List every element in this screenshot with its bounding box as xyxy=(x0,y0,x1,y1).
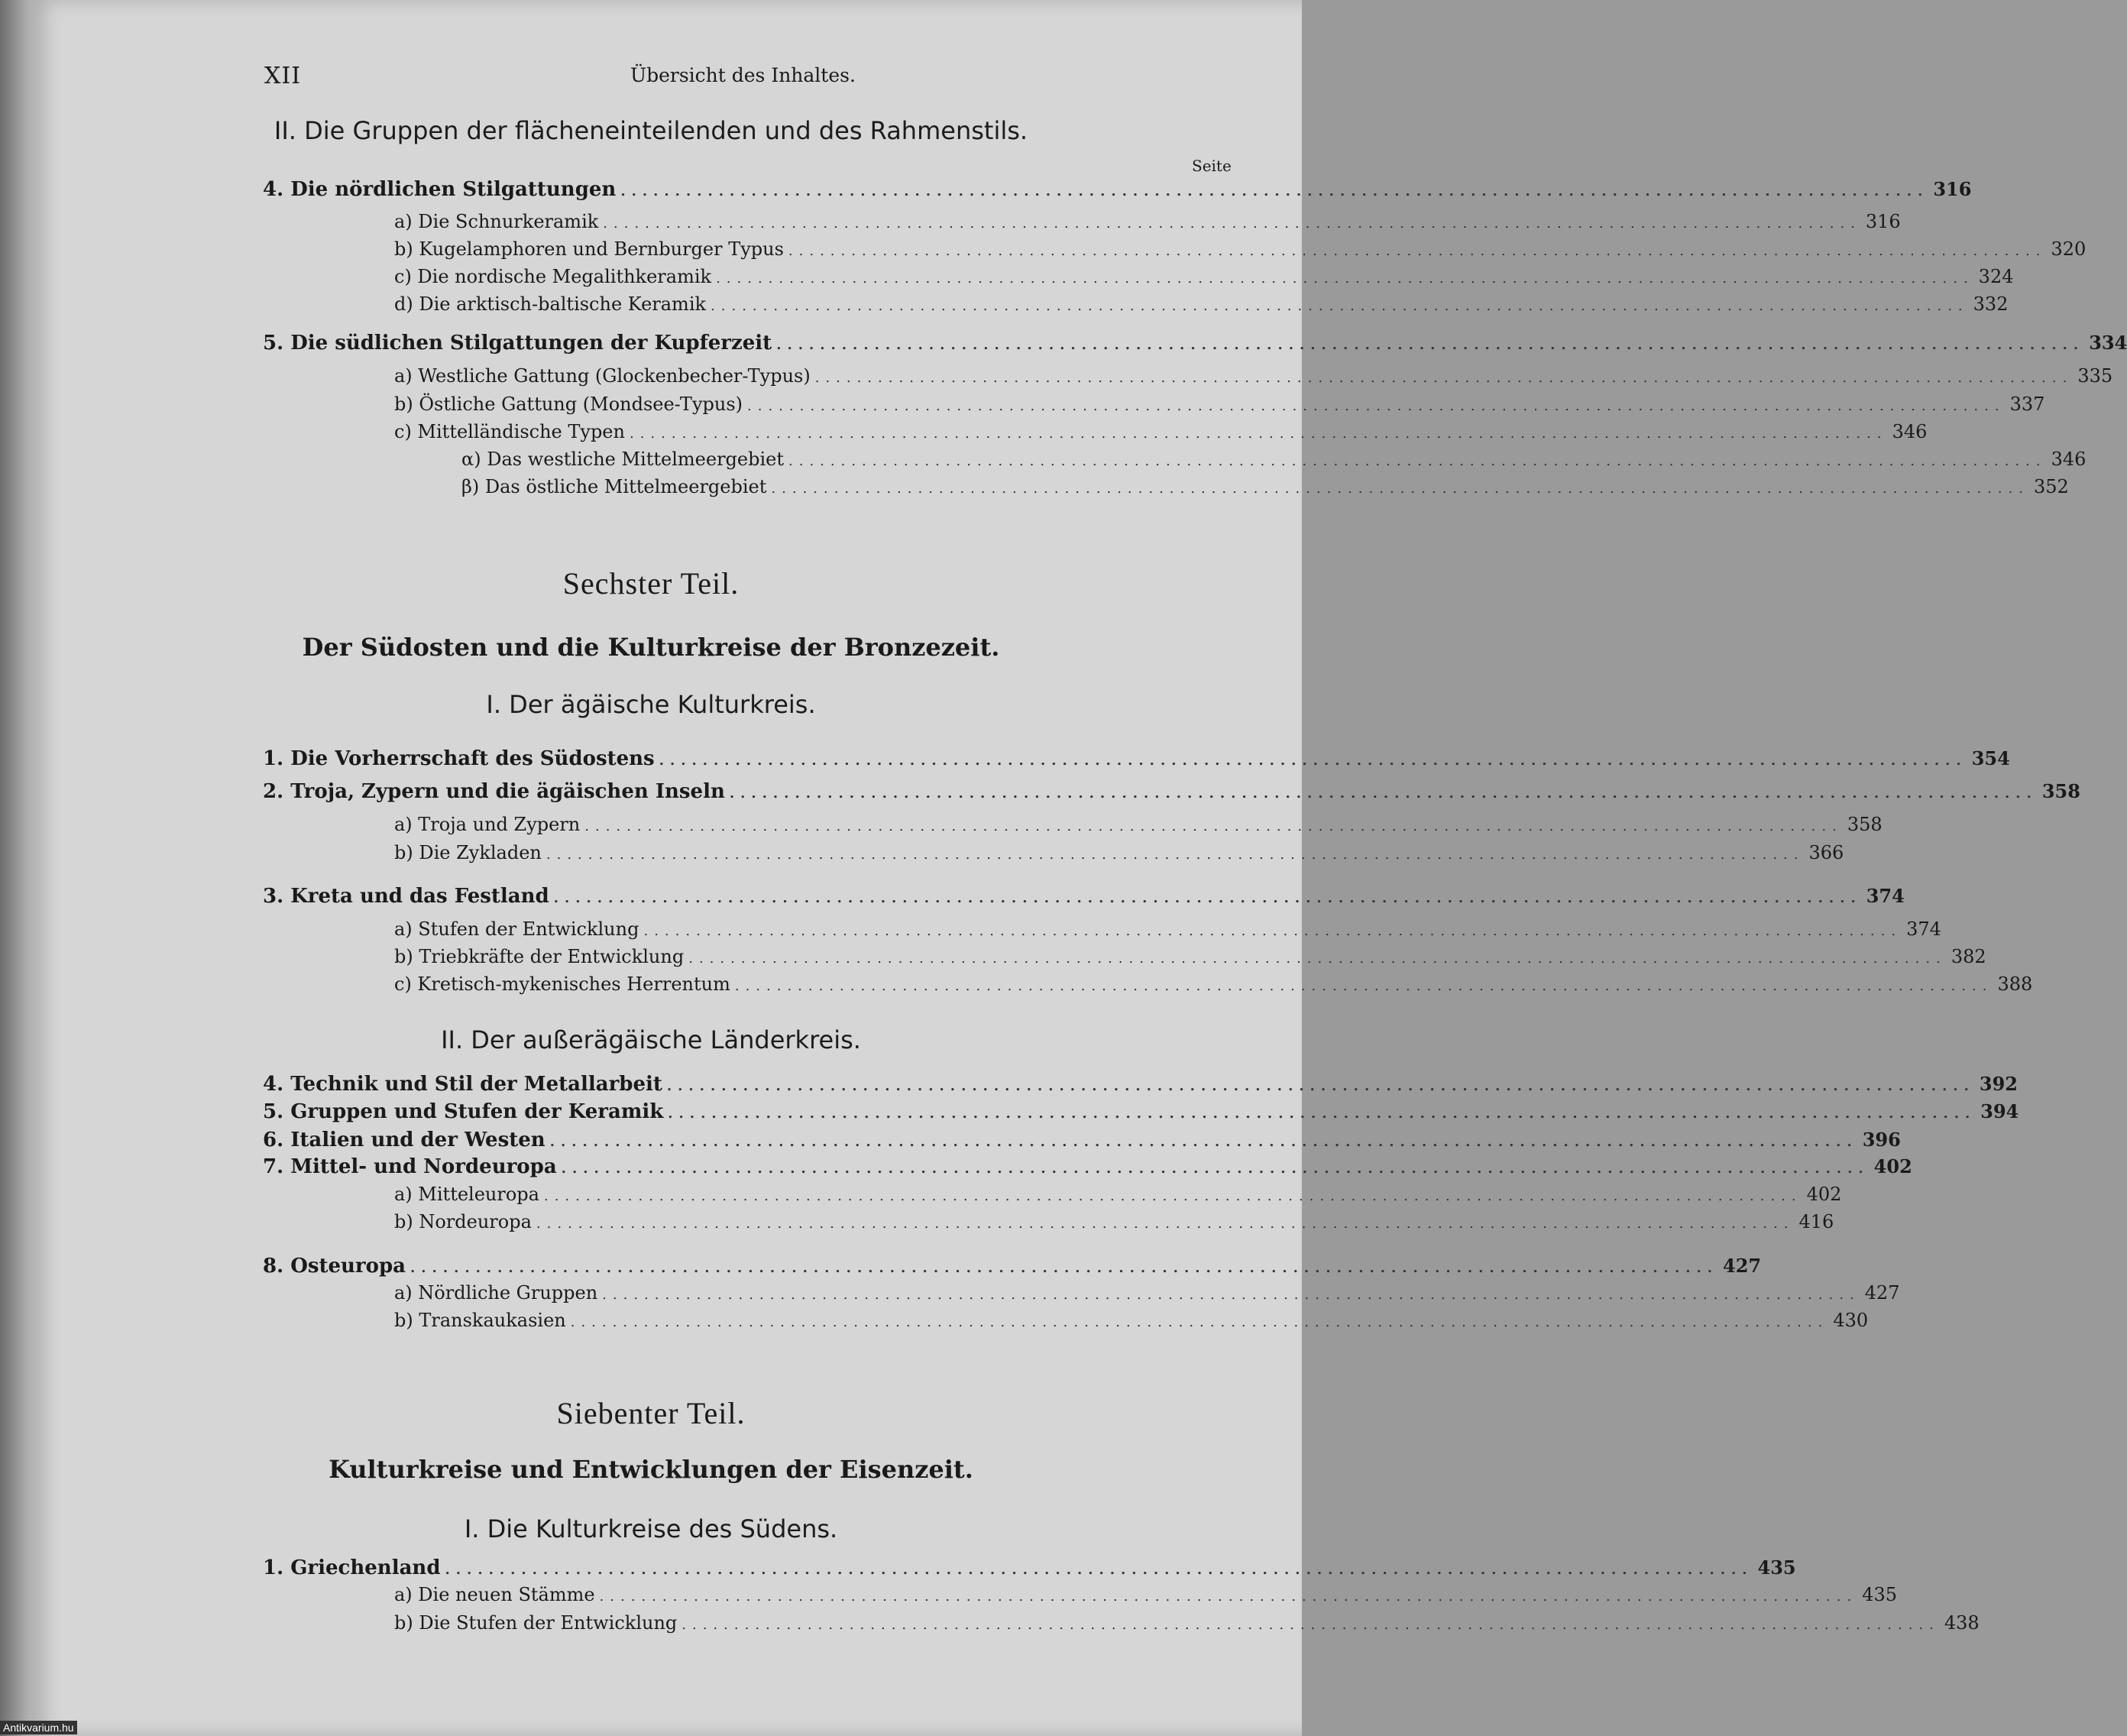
toc-entry xyxy=(394,293,2009,319)
toc-entry-page: 430 xyxy=(1833,1310,1869,1331)
toc-entry-page: 388 xyxy=(1997,973,2033,995)
toc-entry-page: 354 xyxy=(1971,747,2010,769)
toc-entry xyxy=(263,178,1972,204)
toc-entry-label: α) Das westliche Mittelmeergebiet xyxy=(461,449,784,470)
toc-entry-page: 352 xyxy=(2033,476,2069,497)
toc-entry-label: a) Westliche Gattung (Glockenbecher-Typus) xyxy=(394,365,811,387)
toc-entry-label: a) Stufen der Entwicklung xyxy=(394,918,639,940)
toc-entry xyxy=(394,814,1883,840)
toc-entry-page: 402 xyxy=(1806,1184,1842,1205)
toc-entry-label: 4. Technik und Stil der Metallarbeit xyxy=(263,1073,662,1096)
toc-entry-page: 382 xyxy=(1951,946,1986,967)
toc-entry-page: 332 xyxy=(1973,293,2009,315)
leader-dots: ........................................................................................................................ xyxy=(546,847,1805,863)
toc-entry-label: 8. Osteuropa xyxy=(263,1255,406,1278)
toc-entry-label: 3. Kreta und das Festland xyxy=(263,885,549,908)
page-number: XII xyxy=(264,63,302,89)
toc-entry-label: b) Die Zykladen xyxy=(394,842,542,863)
leader-dots: ........................................................................................................................ xyxy=(543,1188,1802,1204)
toc-entry-label: b) Triebkräfte der Entwicklung xyxy=(394,946,685,967)
toc-entry-label: a) Troja und Zypern xyxy=(394,814,581,835)
leader-dots: ........................................................................................................................ xyxy=(666,1078,1975,1094)
toc-entry-page: 427 xyxy=(1864,1282,1900,1304)
part-subtitle-eisenzeit: Kulturkreise und Entwicklungen der Eisenzeit. xyxy=(329,1455,973,1484)
leader-dots: ........................................................................................................................ xyxy=(599,1589,1858,1605)
leader-dots: ........................................................................................................................ xyxy=(620,183,1929,199)
toc-entry-label: b) Transkaukasien xyxy=(394,1310,566,1331)
toc-entry xyxy=(394,421,1928,447)
toc-entry-label: c) Die nordische Megalithkeramik xyxy=(394,266,712,287)
toc-entry-label: a) Die Schnurkeramik xyxy=(394,211,599,232)
toc-entry-page: 320 xyxy=(2051,238,2087,260)
toc-entry-page: 346 xyxy=(2051,449,2087,470)
toc-entry xyxy=(263,1556,1796,1582)
toc-entry xyxy=(263,1073,2018,1099)
leader-dots: ........................................................................................................................ xyxy=(659,753,1967,769)
toc-entry xyxy=(394,211,1901,237)
toc-entry-page: 374 xyxy=(1866,885,1905,907)
group-heading-ausseraegaeisch: II. Der außerägäische Länderkreis. xyxy=(441,1025,861,1054)
toc-entry-label: 5. Gruppen und Stufen der Keramik xyxy=(263,1100,664,1123)
toc-entry-label: 5. Die südlichen Stilgattungen der Kupferzeit xyxy=(263,332,772,355)
toc-entry xyxy=(394,266,2014,292)
toc-entry-label: b) Kugelamphoren und Bernburger Typus xyxy=(394,238,784,260)
toc-entry xyxy=(394,918,1941,944)
leader-dots: ........................................................................................................................ xyxy=(410,1260,1719,1276)
toc-entry-page: 337 xyxy=(2009,394,2045,415)
toc-entry xyxy=(263,1100,2019,1126)
leader-dots: ........................................................................................................................ xyxy=(445,1562,1753,1578)
toc-entry xyxy=(263,780,2080,806)
toc-entry-page: 366 xyxy=(1808,842,1844,863)
toc-entry xyxy=(394,1184,1842,1210)
toc-entry-page: 435 xyxy=(1862,1584,1897,1605)
toc-entry-page: 394 xyxy=(1980,1100,2019,1122)
section-heading: II. Die Gruppen der flächeneinteilenden und des Rahmenstils. xyxy=(274,116,1028,145)
leader-dots: ........................................................................................................................ xyxy=(788,243,2047,259)
leader-dots: ........................................................................................................................ xyxy=(561,1161,1870,1177)
leader-dots: ........................................................................................................................ xyxy=(643,923,1902,939)
toc-entry-label: 2. Troja, Zypern und die ägäischen Inseln xyxy=(263,780,725,803)
toc-entry-page: 316 xyxy=(1933,178,1972,200)
toc-entry-label: b) Die Stufen der Entwicklung xyxy=(394,1612,678,1634)
toc-entry-page: 335 xyxy=(2077,365,2113,387)
toc-entry xyxy=(394,238,2087,264)
leader-dots: ........................................................................................................................ xyxy=(729,785,2038,802)
leader-dots: ........................................................................................................................ xyxy=(668,1106,1976,1122)
toc-entry-page: 374 xyxy=(1906,918,1941,940)
toc-entry xyxy=(394,1584,1897,1610)
leader-dots: ........................................................................................................................ xyxy=(584,818,1843,834)
toc-entry xyxy=(263,332,2127,358)
leader-dots: ........................................................................................................................ xyxy=(771,481,2029,497)
toc-entry xyxy=(263,885,1905,911)
part-title-sechster: Sechster Teil. xyxy=(562,566,740,601)
toc-entry-label: 1. Griechenland xyxy=(263,1556,441,1579)
toc-entry xyxy=(394,946,1986,972)
toc-entry xyxy=(263,1129,1901,1155)
toc-entry-page: 402 xyxy=(1873,1155,1912,1177)
leader-dots: ........................................................................................................................ xyxy=(776,337,2085,353)
toc-entry-label: 6. Italien und der Westen xyxy=(263,1129,546,1151)
running-title: Übersicht des Inhaltes. xyxy=(630,64,856,86)
part-subtitle-bronzezeit: Der Südosten und die Kulturkreise der Bronzezeit. xyxy=(302,633,1000,662)
toc-entry-label: β) Das östliche Mittelmeergebiet xyxy=(461,476,767,497)
toc-entry xyxy=(394,973,2033,999)
toc-entry-label: 7. Mittel- und Nordeuropa xyxy=(263,1155,557,1178)
leader-dots: ........................................................................................................................ xyxy=(553,890,1862,906)
toc-entry-label: a) Mitteleuropa xyxy=(394,1184,539,1205)
toc-entry-label: c) Mittelländische Typen xyxy=(394,421,625,442)
toc-entry-page: 334 xyxy=(2089,332,2127,354)
toc-entry-label: b) Östliche Gattung (Mondsee-Typus) xyxy=(394,394,743,415)
leader-dots: ........................................................................................................................ xyxy=(788,453,2047,469)
leader-dots: ........................................................................................................................ xyxy=(688,951,1947,967)
toc-entry-page: 427 xyxy=(1723,1255,1762,1277)
toc-entry-label: a) Nördliche Gruppen xyxy=(394,1282,598,1304)
leader-dots: ........................................................................................................................ xyxy=(716,270,1974,287)
leader-dots: ........................................................................................................................ xyxy=(629,426,1888,442)
toc-entry xyxy=(394,842,1844,868)
leader-dots: ........................................................................................................................ xyxy=(549,1134,1858,1150)
toc-entry-page: 316 xyxy=(1865,211,1901,232)
toc-entry-page: 416 xyxy=(1798,1211,1834,1232)
leader-dots: ........................................................................................................................ xyxy=(711,298,1969,314)
toc-entry-page: 358 xyxy=(2041,780,2080,802)
leader-dots: ........................................................................................................................ xyxy=(734,978,1993,994)
toc-entry-label: a) Die neuen Stämme xyxy=(394,1584,595,1605)
leader-dots: ........................................................................................................................ xyxy=(570,1314,1829,1330)
toc-entry xyxy=(394,1612,1980,1638)
part-title-siebenter: Siebenter Teil. xyxy=(556,1396,746,1430)
toc-entry xyxy=(263,1155,1912,1181)
toc-entry-label: 4. Die nördlichen Stilgattungen xyxy=(263,178,617,201)
toc-entry-page: 392 xyxy=(1979,1073,2018,1095)
toc-entry xyxy=(263,747,2010,773)
group-heading-aegaeisch: I. Der ägäische Kulturkreis. xyxy=(486,690,816,719)
toc-entry-label: d) Die arktisch-baltische Keramik xyxy=(394,293,707,315)
leader-dots: ........................................................................................................................ xyxy=(814,370,2074,386)
toc-entry xyxy=(394,1282,1900,1308)
leader-dots: ........................................................................................................................ xyxy=(603,215,1861,232)
toc-entry-label: b) Nordeuropa xyxy=(394,1211,532,1232)
toc-entry xyxy=(394,365,2113,391)
seite-label: Seite xyxy=(1192,157,1232,175)
toc-entry-page: 324 xyxy=(1978,266,2014,287)
leader-dots: ........................................................................................................................ xyxy=(681,1617,1940,1633)
toc-entry xyxy=(394,1310,1869,1336)
leader-dots: ........................................................................................................................ xyxy=(602,1287,1860,1303)
toc-entry xyxy=(461,476,2069,502)
toc-entry xyxy=(461,449,2087,474)
toc-entry-label: 1. Die Vorherrschaft des Südostens xyxy=(263,747,655,770)
leader-dots: ........................................................................................................................ xyxy=(536,1216,1795,1232)
toc-entry xyxy=(394,394,2045,419)
toc-entry xyxy=(263,1255,1762,1281)
toc-entry-page: 435 xyxy=(1757,1556,1796,1579)
toc-entry-page: 346 xyxy=(1892,421,1928,442)
group-heading-sueden: I. Die Kulturkreise des Südens. xyxy=(464,1514,838,1543)
toc-entry xyxy=(394,1211,1834,1237)
leader-dots: ........................................................................................................................ xyxy=(747,398,2006,414)
watermark: Antikvarium.hu xyxy=(0,1721,77,1734)
toc-entry-page: 396 xyxy=(1862,1129,1901,1151)
toc-entry-page: 438 xyxy=(1944,1612,1980,1634)
toc-entry-label: c) Kretisch-mykenisches Herrentum xyxy=(394,973,730,995)
toc-entry-page: 358 xyxy=(1847,814,1883,835)
